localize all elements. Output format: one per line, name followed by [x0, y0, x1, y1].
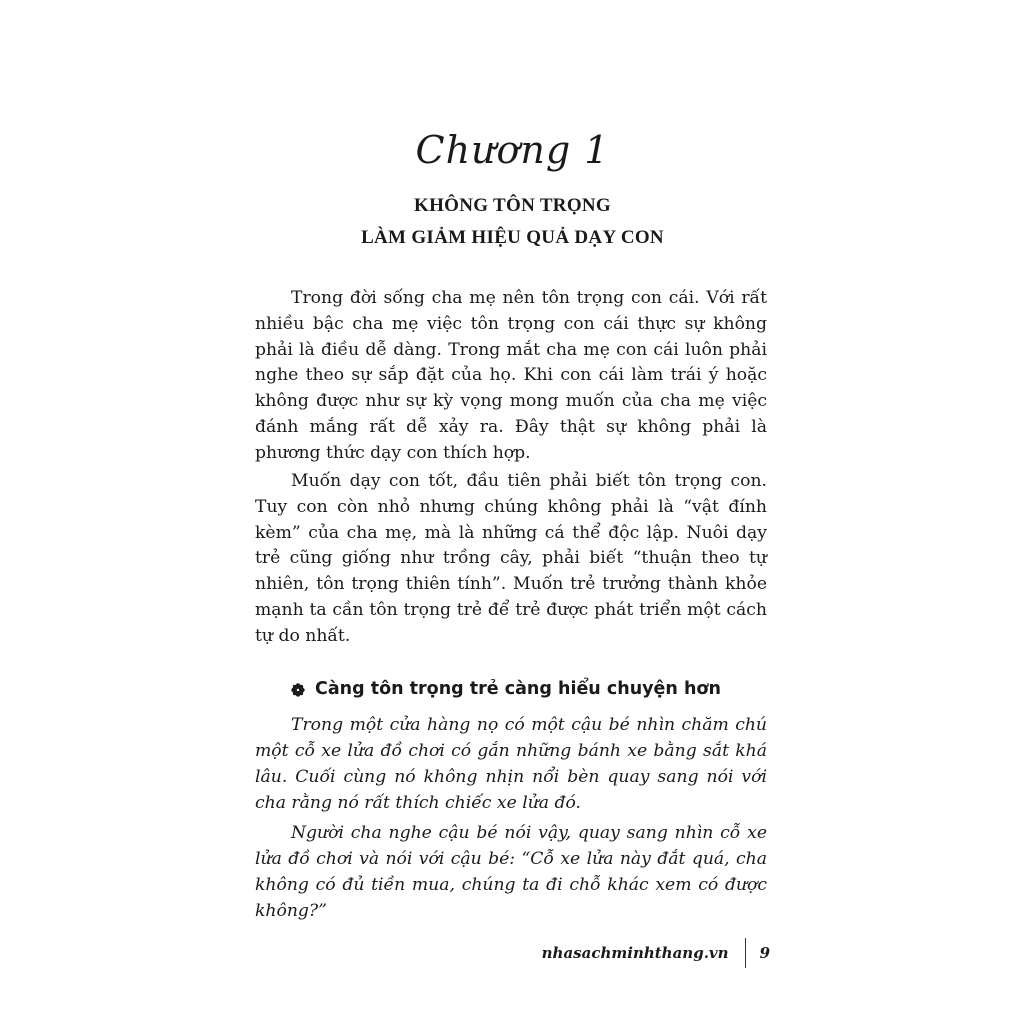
chapter-title-line-2: LÀM GIẢM HIỆU QUẢ DẠY CON: [361, 227, 664, 248]
section-heading-text: Càng tôn trọng trẻ càng hiểu chuyện hơn: [315, 679, 721, 699]
body-paragraph: Muốn dạy con tốt, đầu tiên phải biết tôn trọng con. Tuy con còn nhỏ nhưng chúng không phải là “vật đính kèm” của cha mẹ, mà là những cá thể độc lập. Nuôi dạy trẻ cũng giống như trồng cây, phải biết “thuận theo tự nhiên, tôn trọng thiên tính”. Muốn trẻ trưởng thành khỏe mạnh ta cần tôn trọng trẻ để trẻ được phát triển một cách tự do nhất.: [255, 471, 767, 646]
page-footer: [542, 938, 770, 968]
body-paragraph: Trong đời sống cha mẹ nên tôn trọng con cái. Với rất nhiều bậc cha mẹ việc tôn trọng con cái thực sự không phải là điều dễ dàng. Trong mắt cha mẹ con cái luôn phải nghe theo sự sắp đặt của họ. Khi con cái làm trái ý hoặc không được như sự kỳ vọng mong muốn của cha mẹ việc đánh mắng rất dễ xảy ra. Đây thật sự không phải là phương thức dạy con thích hợp.: [255, 288, 767, 463]
chapter-label: Chương 1: [415, 128, 610, 172]
section-heading: [291, 679, 721, 699]
flower-bullet-icon: [291, 682, 305, 696]
book-page: [255, 0, 770, 1024]
story-paragraph: Người cha nghe cậu bé nói vậy, quay sang nhìn cỗ xe lửa đồ chơi và nói với cậu bé: “Cỗ xe lửa này đắt quá, cha không có đủ tiền mua, chúng ta đi chỗ khác xem có được không?”: [255, 823, 767, 921]
story-paragraph: Trong một cửa hàng nọ có một cậu bé nhìn chăm chú một cỗ xe lửa đồ chơi có gắn những bánh xe bằng sắt khá lâu. Cuối cùng nó không nhịn nổi bèn quay sang nói với cha rằng nó rất thích chiếc xe lửa đó.: [255, 715, 767, 813]
page-number: 9: [759, 944, 770, 962]
footer-divider: [745, 938, 746, 968]
chapter-title-line-1: KHÔNG TÔN TRỌNG: [414, 195, 611, 216]
footer-website: nhasachminhthang.vn: [541, 944, 729, 962]
